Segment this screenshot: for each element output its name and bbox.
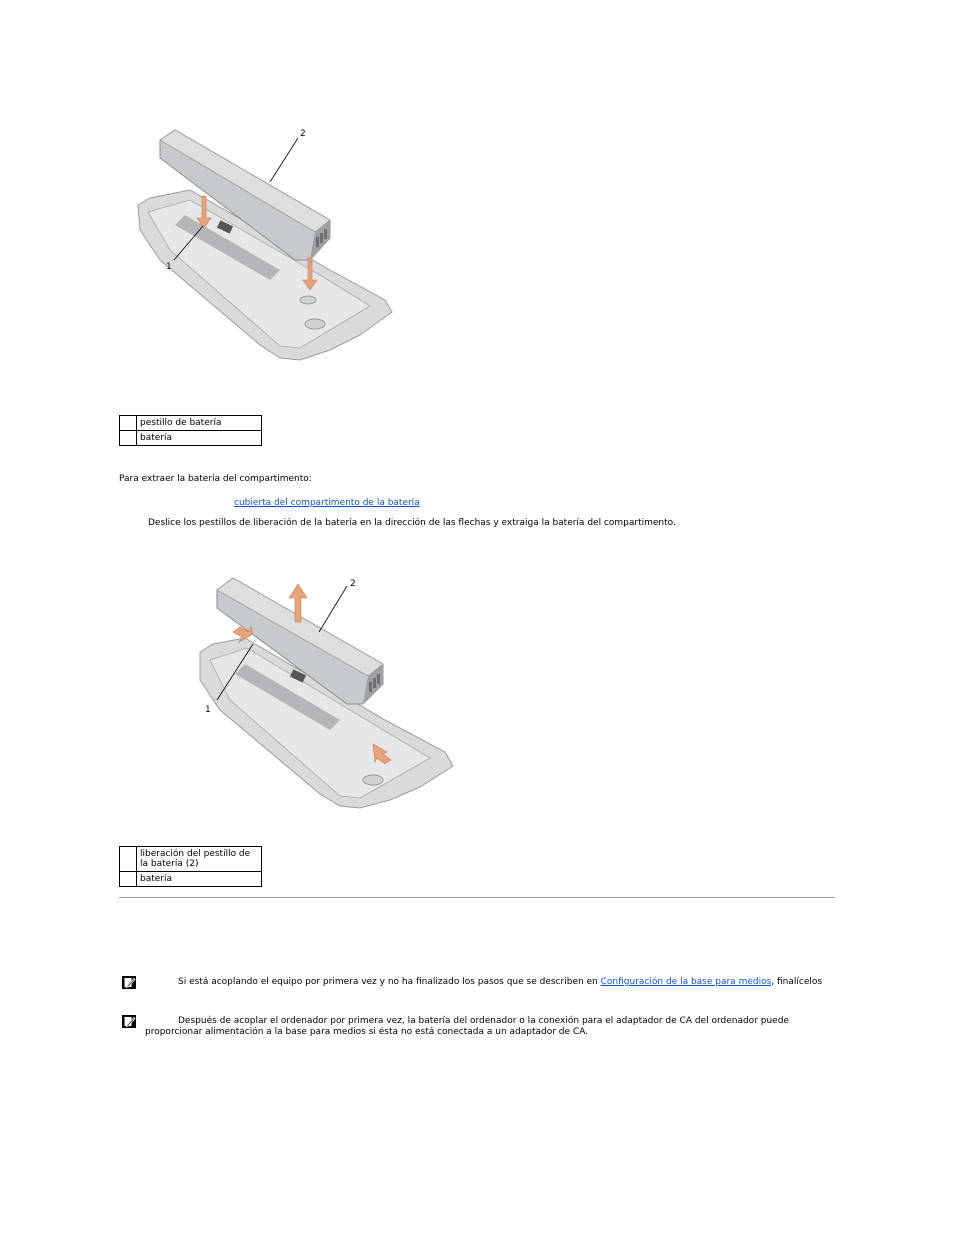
callout-2: 2	[300, 129, 306, 139]
note-1-suffix: , finalícelos	[771, 977, 823, 987]
remove-intro: Para extraer la batería del compartimento:	[119, 474, 312, 484]
legend-label: liberación del pestillo de la batería (2)	[137, 847, 262, 872]
legend-table-2	[119, 846, 262, 887]
legend-number	[120, 847, 137, 872]
battery-removal-illustration	[195, 572, 460, 812]
table-row	[120, 431, 262, 446]
legend-label: pestillo de batería	[137, 416, 262, 431]
note-1	[178, 977, 822, 987]
note-2-line-1: Después de acoplar el ordenador por primera vez, la batería del ordenador o la conexión para el adaptador de CA del ordenador puede	[178, 1016, 789, 1026]
legend-number	[120, 416, 137, 431]
callout-1: 1	[166, 262, 172, 272]
note-1-text: Si está acoplando el equipo por primera vez y no ha finalizado los pasos que se describen en	[178, 977, 601, 987]
legend-label: batería	[137, 431, 262, 446]
battery-cover-link[interactable]: cubierta del compartimento de la batería	[234, 498, 420, 508]
step-2: Deslice los pestillos de liberación de la batería en la dirección de las flechas y extraiga la batería del compartimento.	[148, 518, 676, 528]
note-icon	[122, 1015, 136, 1028]
note-2-line-2: proporcionar alimentación a la base para medios si ésta no está conectada a un adaptador de CA.	[145, 1027, 589, 1037]
legend-number	[120, 872, 137, 887]
table-row	[120, 416, 262, 431]
step-1	[234, 498, 420, 508]
table-row	[120, 847, 262, 872]
section-divider	[119, 897, 835, 898]
note-icon	[122, 976, 136, 989]
media-base-setup-link[interactable]: Configuración de la base para medios	[600, 977, 772, 987]
battery-install-illustration	[130, 120, 400, 365]
legend-label: batería	[137, 872, 262, 887]
legend-table-1	[119, 415, 262, 446]
callout-2: 2	[350, 579, 356, 589]
callout-1: 1	[205, 705, 211, 715]
table-row	[120, 872, 262, 887]
legend-number	[120, 431, 137, 446]
